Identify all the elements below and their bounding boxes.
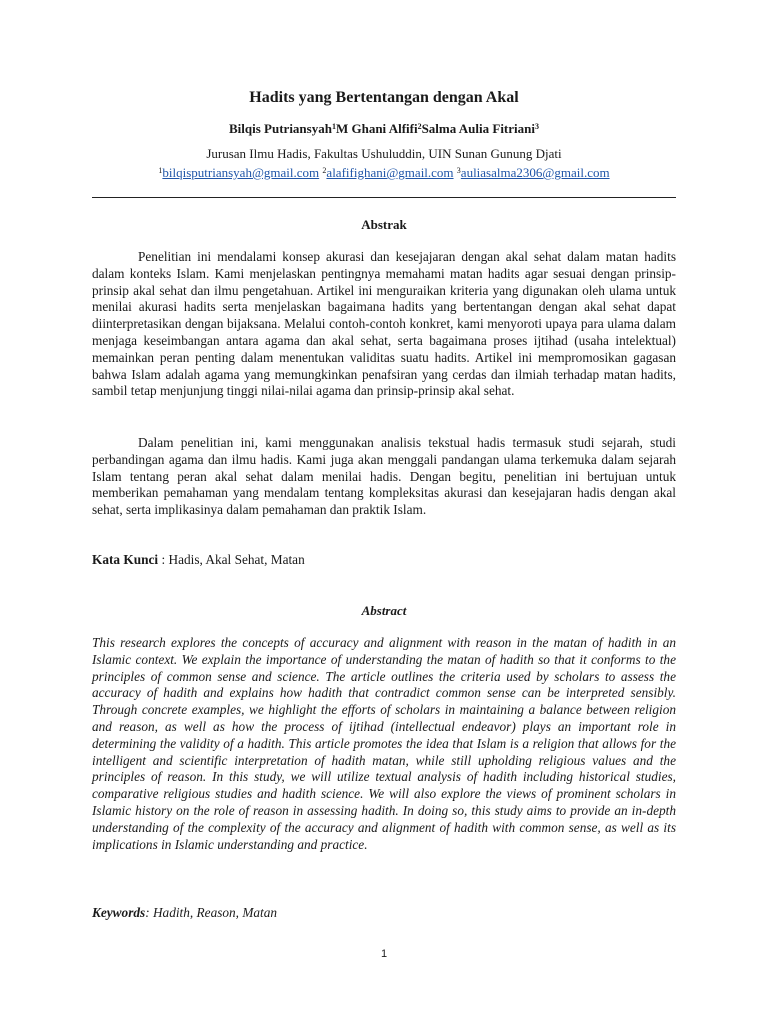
author-name: M Ghani Alfifi	[335, 121, 418, 136]
author-name: Salma Aulia Fitriani	[421, 121, 535, 136]
author-list	[92, 119, 676, 136]
email-link[interactable]: alafifighani@gmail.com	[326, 165, 454, 180]
email-link[interactable]: auliasalma2306@gmail.com	[460, 165, 610, 180]
keywords	[92, 905, 676, 921]
keywords-label: Keywords	[92, 905, 146, 920]
email-list	[92, 163, 676, 181]
email-affil-mark: 2	[322, 166, 327, 175]
abstract-heading: Abstract	[361, 603, 407, 618]
abstrak-heading: Abstrak	[361, 217, 407, 232]
keywords-values: : Hadith, Reason, Matan	[145, 905, 278, 920]
kata-kunci	[92, 552, 676, 568]
page-number: 1	[380, 948, 388, 960]
email-affil-mark: 1	[158, 166, 163, 175]
paper-title: Hadits yang Bertentangan dengan Akal	[249, 89, 519, 106]
author-affil-mark: 2	[417, 122, 422, 131]
email-affil-mark: 3	[456, 166, 461, 175]
header-divider	[92, 197, 676, 198]
author-affil-mark: 3	[534, 122, 539, 131]
abstrak-paragraph-1: Penelitian ini mendalami konsep akurasi dan kesejajaran dengan akal sehat dalam matan hadits dalam konteks Islam. Kami menjelaskan pentingnya memahami matan hadits agar sesuai dengan prinsip-prinsip akal sehat dan ilmu pengetahuan. Artikel ini menguraikan kriteria yang digunakan oleh ulama untuk menilai akurasi hadits serta menjelaskan bagaimana hadits yang bertentangan dengan akal sehat dapat diinterpretasikan dengan bijaksana. Melalui contoh-contoh konkret, kami menyoroti upaya para ulama dalam menjaga keseimbangan antara agama dan akal sehat, serta bagaimana proses ijtihad (usaha intelektual) memainkan peran penting dalam menentukan validitas suatu hadits. Artikel ini mempromosikan gagasan bahwa Islam adalah agama yang memungkinkan penafsiran yang cerdas dan ilmiah terhadap matan hadits, sambil tetap menjunjung tinggi nilai-nilai agama dan prinsip-prinsip akal sehat.	[92, 249, 676, 399]
kata-kunci-label: Kata Kunci	[92, 552, 159, 567]
author-affil-mark: 1	[331, 122, 336, 131]
affiliation: Jurusan Ilmu Hadis, Fakultas Ushuluddin, UIN Sunan Gunung Djati	[206, 146, 562, 161]
kata-kunci-values: : Hadis, Akal Sehat, Matan	[158, 552, 305, 567]
author-name: Bilqis Putriansyah	[229, 121, 332, 136]
email-link[interactable]: bilqisputriansyah@gmail.com	[162, 165, 320, 180]
abstrak-paragraph-2: Dalam penelitian ini, kami menggunakan analisis tekstual hadis termasuk studi sejarah, studi perbandingan agama dan ilmu hadis. Kami juga akan menggali pandangan ulama terkemuka dalam sejarah Islam tentang peran akal sehat dalam menilai hadis. Dengan begitu, penelitian ini bertujuan untuk memberikan pemahaman yang mendalam tentang kompleksitas akurasi dan kesejajaran hadis dengan akal sehat, serta implikasinya dalam pemahaman dan praktik Islam.	[92, 435, 676, 518]
abstract-paragraph: This research explores the concepts of accuracy and alignment with reason in the matan of hadith in an Islamic context. We explain the importance of understanding the matan of hadith so that it conforms to the principles of common sense and science. The article outlines the criteria used by scholars to assess the accuracy of hadith and explains how hadith that contradict common sense can be interpreted sensibly. Through concrete examples, we highlight the efforts of scholars in maintaining a balance between religion and reason, as well as how the process of ijtihad (intellectual endeavor) plays an important role in determining the validity of a hadith. This article promotes the idea that Islam is a religion that allows for the intelligent and scientific interpretation of hadith matan, while still upholding religious values and the principles of reason. In this study, we will utilize textual analysis of hadith including historical studies, comparative religious studies and hadith science. We will also explore the views of prominent scholars in Islamic history on the role of reason in assessing hadith. In doing so, this study aims to provide an in-depth understanding of the complexity of the accuracy and alignment of hadith with common sense, as well as its implications in Islamic understanding and practice.	[92, 635, 676, 852]
